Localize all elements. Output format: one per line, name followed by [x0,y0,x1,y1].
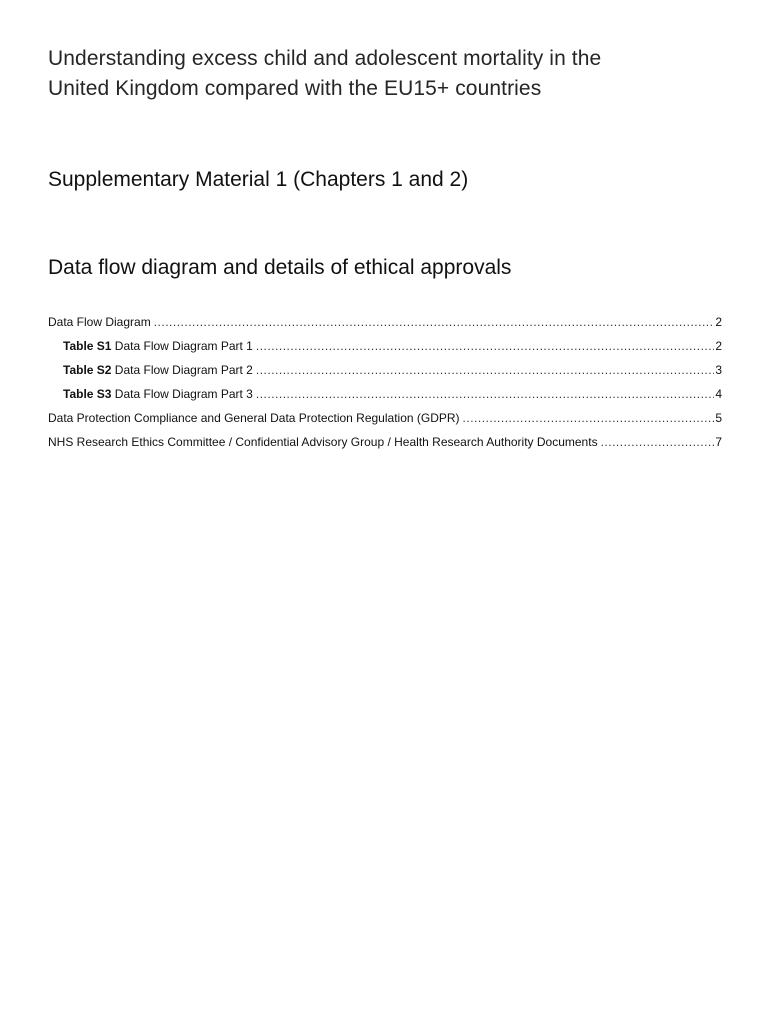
toc-entry-nhs-ethics-documents[interactable] [48,430,722,454]
toc-entry-text: Data Protection Compliance and General Data Protection Regulation (GDPR) [48,411,460,425]
toc-dot-leader [154,310,715,334]
toc-entry-table-s1[interactable] [48,334,722,358]
toc-page-number: 4 [715,387,722,401]
toc-entry-label [63,382,253,406]
table-of-contents [48,310,722,454]
toc-entry-table-number: Table S2 [63,363,112,377]
toc-entry-text: Data Flow Diagram Part 2 [111,363,253,377]
toc-dot-leader [463,406,715,430]
document-subtitle: Supplementary Material 1 (Chapters 1 and 2) [48,168,469,191]
toc-dot-leader [256,334,714,358]
document-title [48,44,728,104]
toc-entry-text: Data Flow Diagram Part 3 [111,387,253,401]
toc-entry-label [48,406,460,430]
toc-entry-text: Data Flow Diagram [48,315,151,329]
toc-page-number: 2 [715,339,722,353]
toc-entry-data-flow-diagram[interactable] [48,310,722,334]
toc-dot-leader [256,382,714,406]
toc-entry-label [48,310,151,334]
toc-dot-leader [601,430,715,454]
toc-dot-leader [256,358,714,382]
toc-page-number: 3 [715,363,722,377]
toc-entry-table-s3[interactable] [48,382,722,406]
toc-entry-label [63,358,253,382]
section-heading: Data flow diagram and details of ethical approvals [48,256,512,279]
toc-entry-label [63,334,253,358]
toc-page-number: 7 [715,435,722,449]
toc-entry-text: NHS Research Ethics Committee / Confidential Advisory Group / Health Research Authority Documents [48,435,598,449]
toc-entry-text: Data Flow Diagram Part 1 [111,339,253,353]
toc-entry-table-s2[interactable] [48,358,722,382]
toc-entry-table-number: Table S3 [63,387,112,401]
toc-entry-label [48,430,598,454]
toc-entry-gdpr[interactable] [48,406,722,430]
toc-page-number: 2 [715,315,722,329]
toc-entry-table-number: Table S1 [63,339,112,353]
document-title-line-1: Understanding excess child and adolescent mortality in the [48,47,602,70]
document-title-line-2: United Kingdom compared with the EU15+ countries [48,77,542,100]
toc-page-number: 5 [715,411,722,425]
